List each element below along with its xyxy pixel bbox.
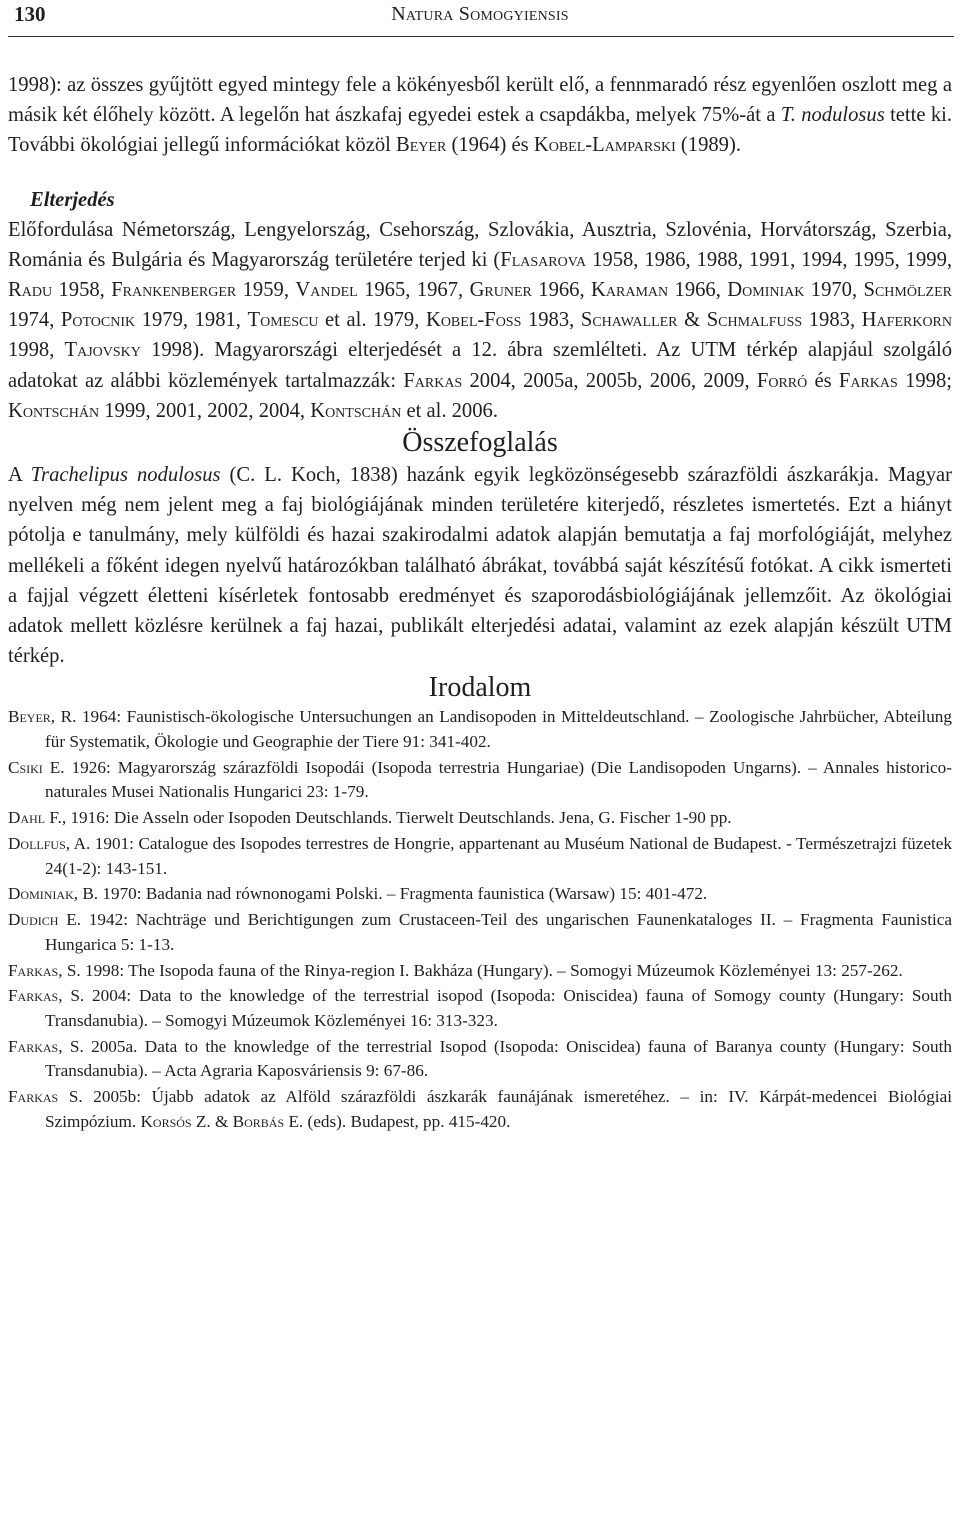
summary-title: Összefoglalás: [402, 427, 558, 459]
reference-item: Farkas, S. 2005a. Data to the knowledge of the terrestrial Isopod (Isopoda: Oniscidea) fauna of Baranya county (Hungary: South Transdanubia). – Acta Agraria Kaposváriensis 9: 67-86.: [8, 1036, 952, 1081]
reference-item: Farkas, S. 2004: Data to the knowledge of the terrestrial isopod (Isopoda: Oniscidea) fauna of Somogy county (Hungary: South Transdanubia). – Somogyi Múzeumok Közleményei 16: 313-323.: [8, 986, 952, 1030]
reference-item: Dominiak, B. 1970: Badania nad równonogami Polski. – Fragmenta faunistica (Warsaw) 15: 401-472.: [8, 884, 708, 904]
page-number: 130: [14, 2, 46, 26]
reference-author: Dollfus,: [8, 833, 71, 853]
reference-author: Farkas,: [8, 1036, 63, 1056]
reference-author: Farkas: [8, 1087, 59, 1107]
page-content: [8, 70, 952, 1135]
author-name: Kobel-Lamparski: [533, 134, 676, 157]
reference-item: Farkas, S. 1998: The Isopoda fauna of the Rinya-region I. Bakháza (Hungary). – Somogyi Múzeumok Közleményei 13: 257-262.: [8, 960, 903, 980]
distribution-paragraph: Előfordulása Németország, Lengyelország, Csehország, Szlovákia, Ausztria, Szlovénia, Horvátország, Szerbia, Románia és Bulgária és Magyarország területére terjed ki (Flasarova 1958, 1986, 1988, 1991, 1994, 1995, 1999, Radu 1958, Frankenberger 1959, Vandel 1965, 1967, Gruner 1966, Karaman 1966, Dominiak 1970, Schmölzer 1974, Potocnik 1979, 1981, Tomescu et al. 1979, Kobel-Foss 1983, Schawaller & Schmalfuss 1983, Haferkorn 1998, Tajovsky 1998). Magyarországi elterjedését a 12. ábra szemlélteti. Az UTM térkép alapjául szolgáló adatokat az alábbi közlemények tartalmazzák: Farkas 2004, 2005a, 2005b, 2006, 2009, Forró és Farkas 1998; Kontschán 1999, 2001, 2002, 2004, Kontschán et al. 2006.: [8, 218, 953, 422]
reference-item: Dahl F., 1916: Die Asseln oder Isopoden Deutschlands. Tierwelt Deutschlands. Jena, G. Fischer 1-90 pp.: [8, 808, 732, 828]
reference-author: Korsós: [140, 1111, 192, 1131]
page-header: [0, 0, 960, 36]
species-name: T. nodulosus: [780, 104, 885, 127]
author-name: Beyer: [396, 134, 447, 157]
species-name: Trachelipus nodulosus: [30, 464, 221, 487]
reference-author: Farkas,: [8, 960, 63, 980]
reference-author: Csiki: [8, 757, 43, 777]
reference-author: Dudich: [8, 910, 59, 930]
reference-item: Dudich E. 1942: Nachträge und Berichtigungen zum Crustaceen-Teil des ungarischen Faunenkataloges II. – Fragmenta Faunistica Hungarica 5: 1-13.: [8, 910, 952, 954]
reference-item: Beyer, R. 1964: Faunistisch-ökologische Untersuchungen an Landisopoden in Mitteldeutschland. – Zoologische Jahrbücher, Abteilung für Systematik, Ökologie und Geographie der Tiere 91: 341-402.: [8, 707, 952, 752]
reference-item: Dollfus, A. 1901: Catalogue des Isopodes terrestres de Hongrie, appartenant au Muséum National de Budapest. - Természetrajzi füzetek 24(1-2): 143-151.: [8, 833, 952, 878]
intro-paragraph: 1998): az összes gyűjtött egyed mintegy fele a kökényesből került elő, a fennmaradó rész egyenlően oszlott meg a másik két élőhely között. A legelőn hat ászkafaj egyedei estek a csapdákba, melyek 75%-át a T. nodulosus tette ki. További ökológiai jellegű információkat közöl Beyer (1964) és Kobel-Lamparski (1989).: [8, 74, 952, 157]
summary-paragraph: A Trachelipus nodulosus (C. L. Koch, 1838) hazánk egyik legközönségesebb szárazföldi ászkarákja. Magyar nyelven még nem jelent meg a faj biológiájának minden területére kiterjedő, részletes ismertetés. Ezt a hiányt pótolja e tanulmány, mely külföldi és hazai szakirodalmi adatok alapján bemutatja a faj morfológiáját, melyhez mellékeli a főként idegen nyelvű határozókban található ábrákat, továbbá saját készítésű fotókat. A cikk ismerteti a fajjal végzett életteni kísérletek fontosabb eredményet és szaporodásbiológiájának jellemzőit. Az ökológiai adatok mellett közlésre kerülnek a faj hazai, publikált elterjedési adatai, valamint az ezek alapján készült UTM térkép.: [8, 464, 952, 668]
reference-author: Dominiak,: [8, 884, 79, 904]
reference-author: Borbás: [232, 1111, 285, 1131]
header-rule: [8, 36, 954, 37]
references-list: [8, 705, 952, 1134]
journal-title: Natura Somogyiensis: [391, 3, 569, 25]
distribution-heading: Elterjedés: [30, 188, 115, 211]
reference-author: Farkas,: [8, 986, 63, 1006]
reference-author: Dahl: [8, 808, 46, 828]
reference-item: Csiki E. 1926: Magyarország szárazföldi Isopodái (Isopoda terrestria Hungariae) (Die Landisopoden Ungarns). – Annales historico-naturales Musei Nationalis Hungarici 23: 1-79.: [8, 757, 952, 802]
reference-item: Farkas S. 2005b: Újabb adatok az Alföld szárazföldi ászkarák faunájának ismeretéhez. – in: IV. Kárpát-medencei Biológiai Szimpózium. Korsós Z. & Borbás E. (eds). Budapest, pp. 415-420.: [8, 1087, 952, 1131]
reference-author: Beyer,: [8, 707, 56, 727]
references-title: Irodalom: [428, 672, 532, 704]
